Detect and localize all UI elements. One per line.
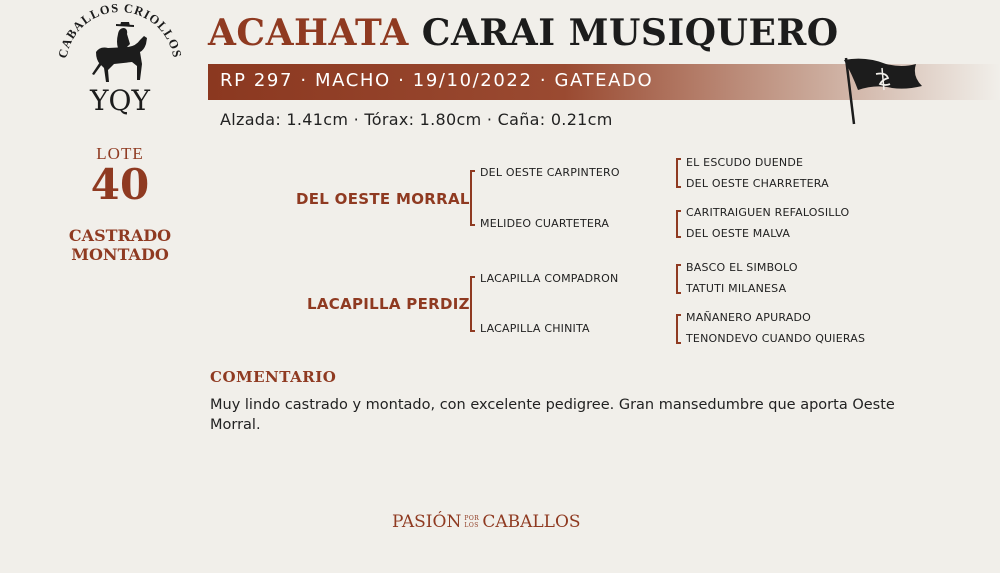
bracket xyxy=(676,210,681,238)
brand-mark-text: YQY xyxy=(90,84,150,117)
lote-status xyxy=(50,226,190,264)
bracket xyxy=(470,170,475,226)
bracket xyxy=(676,264,681,294)
comment-title: COMENTARIO xyxy=(210,368,337,386)
footer-small-bottom: LOS xyxy=(464,522,479,529)
pedigree-gen3: TATUTI MILANESA xyxy=(686,282,787,295)
pedigree-gen3: DEL OESTE MALVA xyxy=(686,227,791,240)
footer-tagline xyxy=(392,512,581,532)
comment-text: Muy lindo castrado y montado, con excelente pedigree. Gran mansedumbre que aporta Oeste Morral. xyxy=(210,397,895,433)
pedigree-gen3: TENONDEVO CUANDO QUIERAS xyxy=(686,332,866,345)
title-prefix: ACAHATA xyxy=(208,12,409,54)
bracket xyxy=(676,158,681,188)
footer-small-top: POR xyxy=(464,515,480,522)
bracket xyxy=(470,276,475,332)
pedigree-gen3: EL ESCUDO DUENDE xyxy=(686,156,804,169)
pedigree-gen3: CARITRAIGUEN REFALOSILLO xyxy=(686,206,850,219)
pedigree-sire: DEL OESTE MORRAL xyxy=(296,190,470,208)
lote-label: LOTE xyxy=(96,144,144,163)
lote-number: 40 xyxy=(90,160,150,209)
page-title xyxy=(208,12,839,54)
pedigree-gen3: BASCO EL SIMBOLO xyxy=(686,261,798,274)
horse-rider-icon xyxy=(56,4,184,120)
pedigree-sire-dam: MELIDEO CUARTETERA xyxy=(480,217,610,230)
status-line-2: MONTADO xyxy=(71,245,169,264)
pedigree-dam: LACAPILLA PERDIZ xyxy=(307,295,470,313)
brand-arc-text: CABALLOS CRIOLLOS xyxy=(56,4,184,60)
flag-icon xyxy=(836,54,928,128)
footer-right: CABALLOS xyxy=(482,512,581,532)
pedigree-dam-dam: LACAPILLA CHINITA xyxy=(480,322,590,335)
pedigree-gen3: MAÑANERO APURADO xyxy=(686,311,812,324)
pedigree-dam-sire: LACAPILLA COMPADRON xyxy=(480,272,619,285)
footer-small xyxy=(464,515,479,529)
measures-text: Alzada: 1.41cm · Tórax: 1.80cm · Caña: 0.21cm xyxy=(220,110,613,129)
status-line-1: CASTRADO xyxy=(68,226,172,245)
pedigree-gen3: DEL OESTE CHARRETERA xyxy=(686,177,829,190)
bracket xyxy=(676,314,681,344)
brand-logo xyxy=(56,4,184,120)
info-band-text: RP 297 · MACHO · 19/10/2022 · GATEADO xyxy=(220,70,654,91)
title-name: CARAI MUSIQUERO xyxy=(421,12,839,54)
footer-left: PASIÓN xyxy=(392,512,462,532)
pedigree-sire-sire: DEL OESTE CARPINTERO xyxy=(480,166,620,179)
